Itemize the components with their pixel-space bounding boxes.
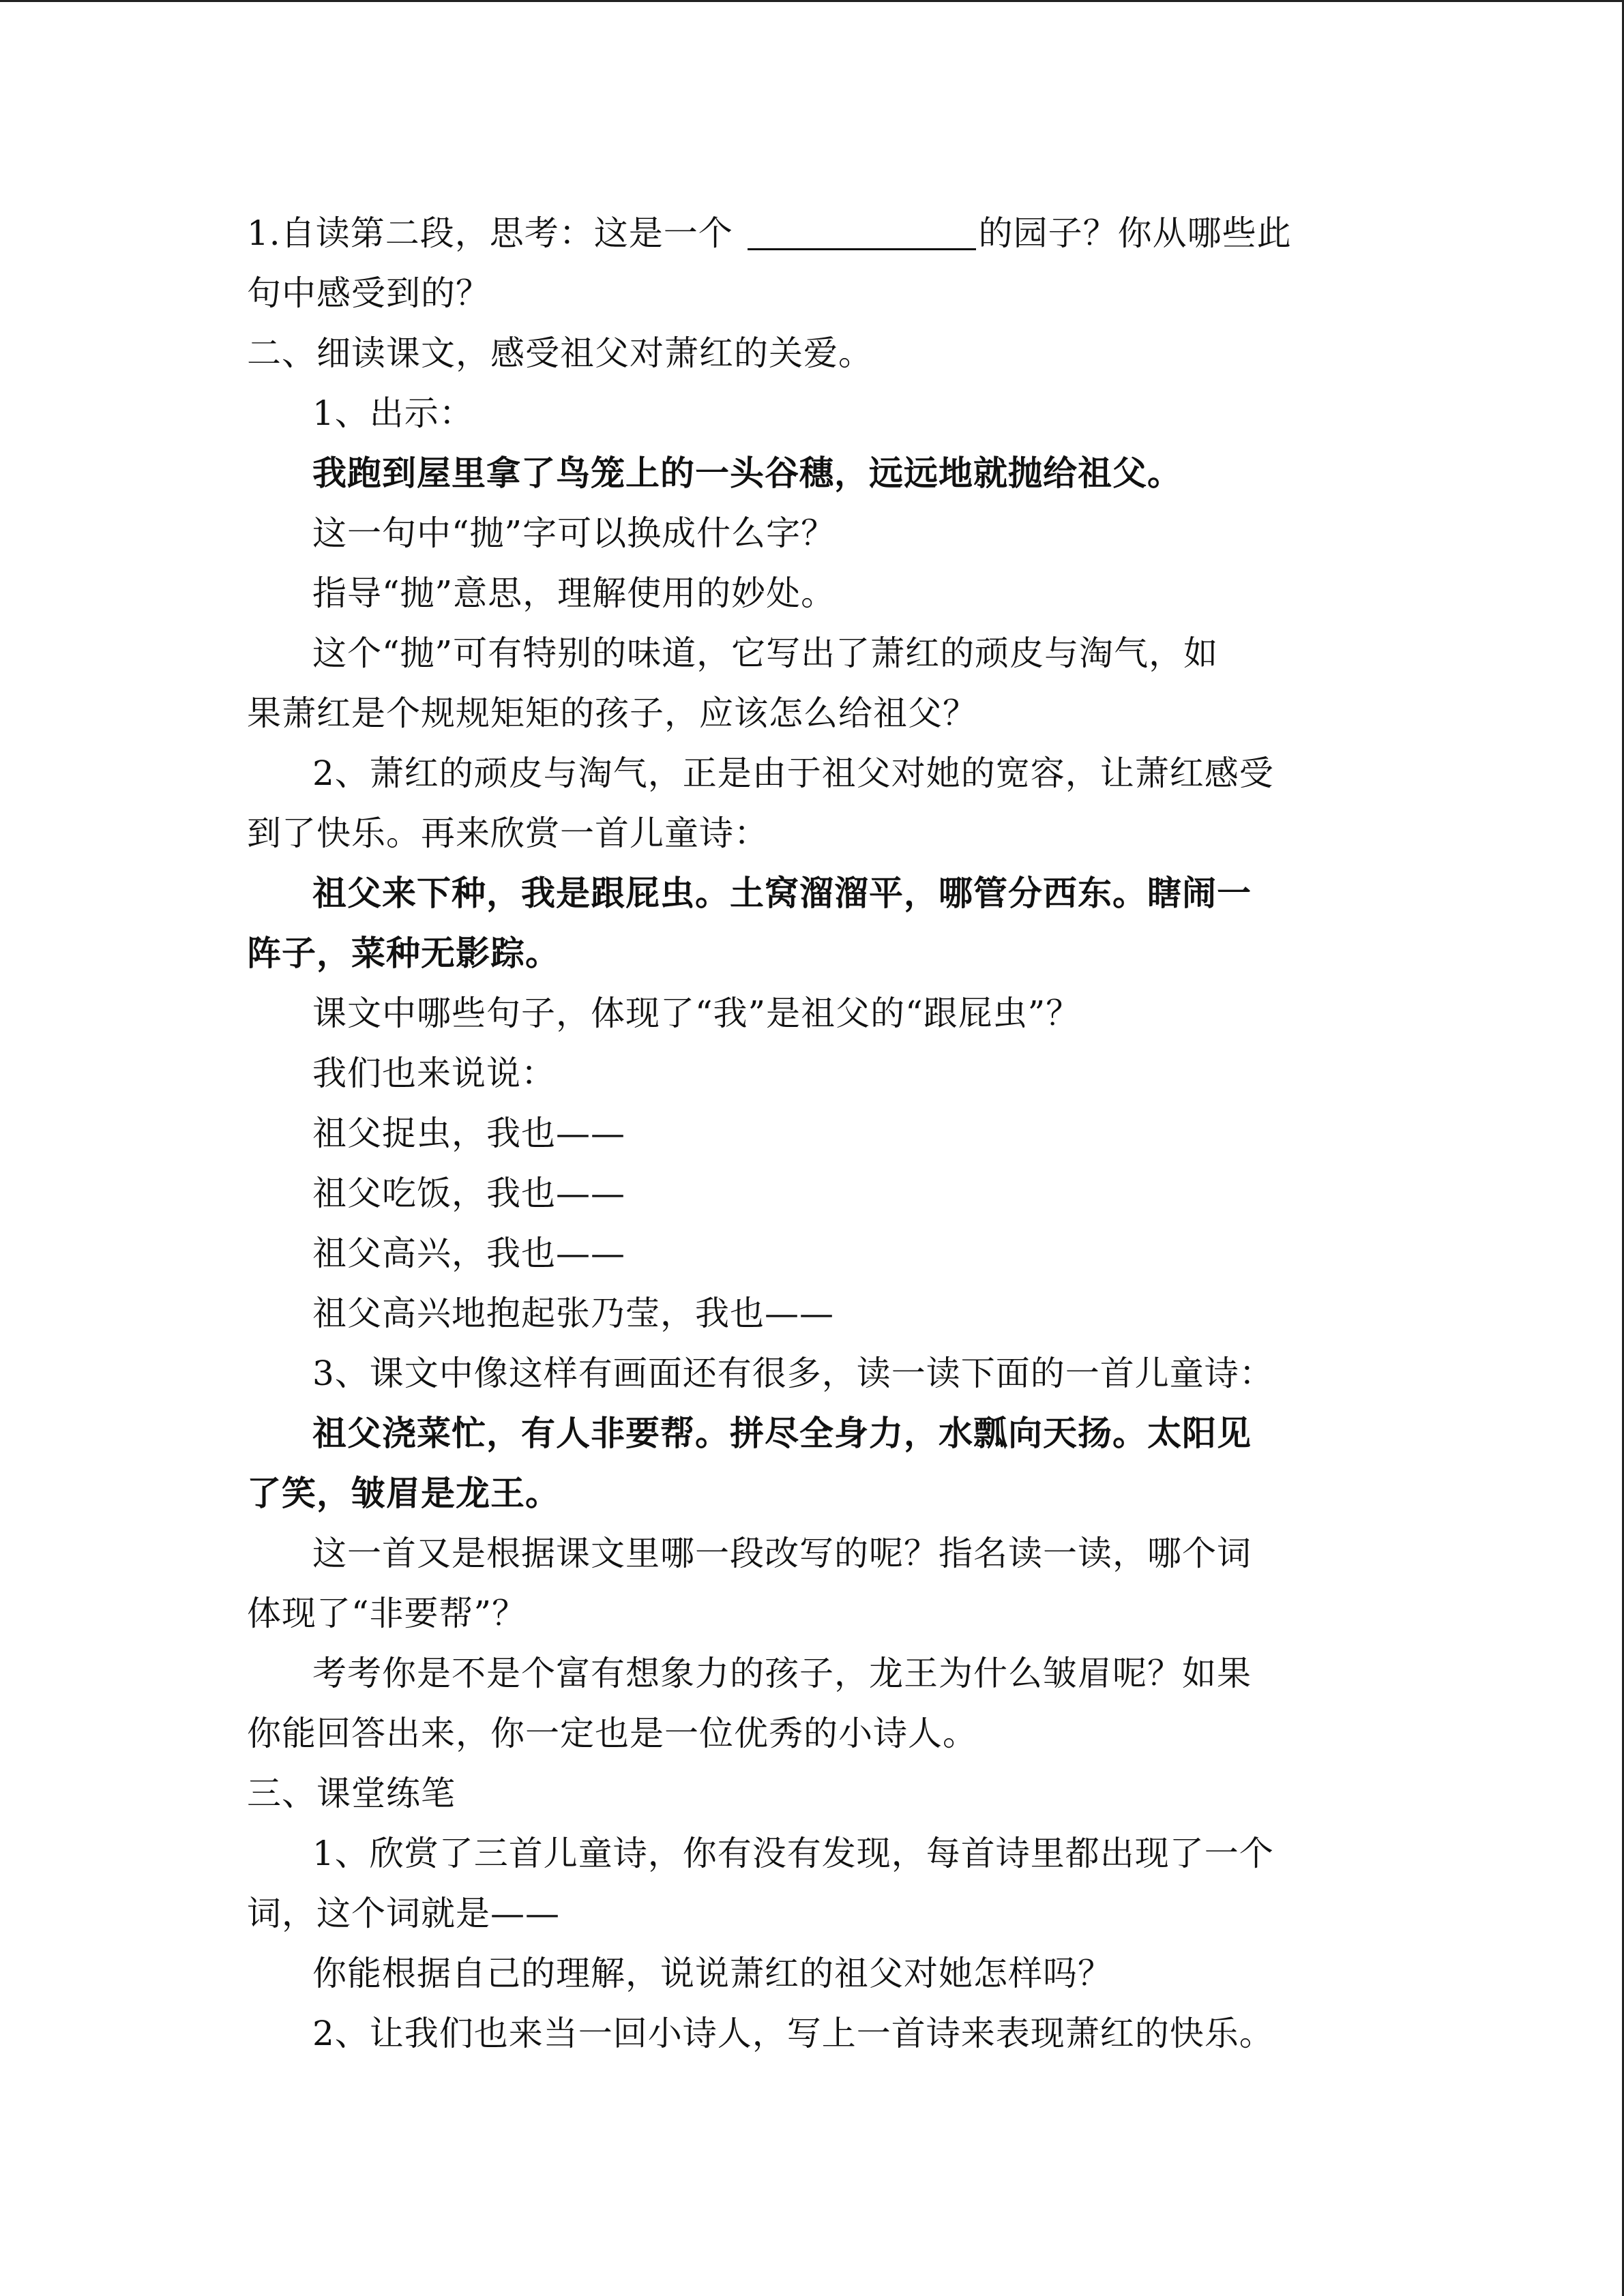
paragraph-3-line-2: 你能回答出来，你一定也是一位优秀的小诗人。 <box>247 1714 977 1753</box>
page-border-top <box>0 0 1624 2</box>
section-2-heading: 二、细读课文，感受祖父对萧红的关爱。 <box>247 333 873 373</box>
section-3-heading: 三、课堂练笔 <box>247 1774 456 1813</box>
question-1-line-1 <box>247 203 1393 263</box>
question-1-line-2: 句中感受到的？ <box>247 273 490 313</box>
section-3-item-1-line-2: 词，这个词就是—— <box>247 1894 560 1933</box>
section-2-item-3: 3、课文中像这样有画面还有很多，读一读下面的一首儿童诗： <box>312 1354 1274 1393</box>
quote-1: 我跑到屋里拿了鸟笼上的一头谷穗，远远地就抛给祖父。 <box>312 453 1182 493</box>
question-1-text-before: 1.自读第二段，思考：这是一个 <box>247 213 745 253</box>
poem-1-line-2: 阵子，菜种无影踪。 <box>247 933 560 973</box>
say-line-2: 祖父吃饭，我也—— <box>312 1174 625 1213</box>
say-line-3: 祖父高兴，我也—— <box>312 1234 625 1273</box>
paragraph-1-line-1: 这个“抛”可有特别的味道，它写出了萧红的顽皮与淘气，如 <box>312 633 1219 673</box>
answer-blank[interactable] <box>748 214 976 250</box>
paragraph-1-line-2: 果萧红是个规规矩矩的孩子，应该怎么给祖父？ <box>247 694 977 733</box>
section-2-item-2-line-2: 到了快乐。再来欣赏一首儿童诗： <box>247 814 769 853</box>
paragraph-2-line-1: 这一首又是根据课文里哪一段改写的呢？指名读一读，哪个词 <box>312 1534 1252 1573</box>
ask-1: 这一句中“抛”字可以换成什么字？ <box>312 513 836 553</box>
poem-1-line-1: 祖父来下种，我是跟屁虫。土窝溜溜平，哪管分西东。瞎闹一 <box>312 873 1252 913</box>
say-line-1: 祖父捉虫，我也—— <box>312 1114 625 1153</box>
document-body <box>247 203 1393 2063</box>
poem-2-line-2: 了笑，皱眉是龙王。 <box>247 1473 560 1513</box>
section-3-ask-1: 你能根据自己的理解，说说萧红的祖父对她怎样吗？ <box>312 1954 1112 1993</box>
section-3-item-2: 2、让我们也来当一回小诗人，写上一首诗来表现萧红的快乐。 <box>312 2014 1274 2053</box>
paragraph-2-line-2: 体现了“非要帮”？ <box>247 1594 527 1633</box>
paragraph-3-line-1: 考考你是不是个富有想象力的孩子，龙王为什么皱眉呢？如果 <box>312 1654 1252 1693</box>
question-1-text-after: 的园子？你从哪些此 <box>978 213 1292 253</box>
section-2-item-2-line-1: 2、萧红的顽皮与淘气，正是由于祖父对她的宽容，让萧红感受 <box>312 754 1274 793</box>
ask-4: 我们也来说说： <box>312 1054 556 1093</box>
ask-2: 指导“抛”意思，理解使用的妙处。 <box>312 573 836 613</box>
poem-2-line-1: 祖父浇菜忙，有人非要帮。拼尽全身力，水瓢向天扬。太阳见 <box>312 1413 1252 1453</box>
section-2-item-1: 1、出示： <box>312 393 474 433</box>
say-line-4: 祖父高兴地抱起张乃莹，我也—— <box>312 1294 834 1333</box>
ask-3: 课文中哪些句子，体现了“我”是祖父的“跟屁虫”？ <box>312 994 1081 1033</box>
section-3-item-1-line-1: 1、欣赏了三首儿童诗，你有没有发现，每首诗里都出现了一个 <box>312 1834 1274 1873</box>
